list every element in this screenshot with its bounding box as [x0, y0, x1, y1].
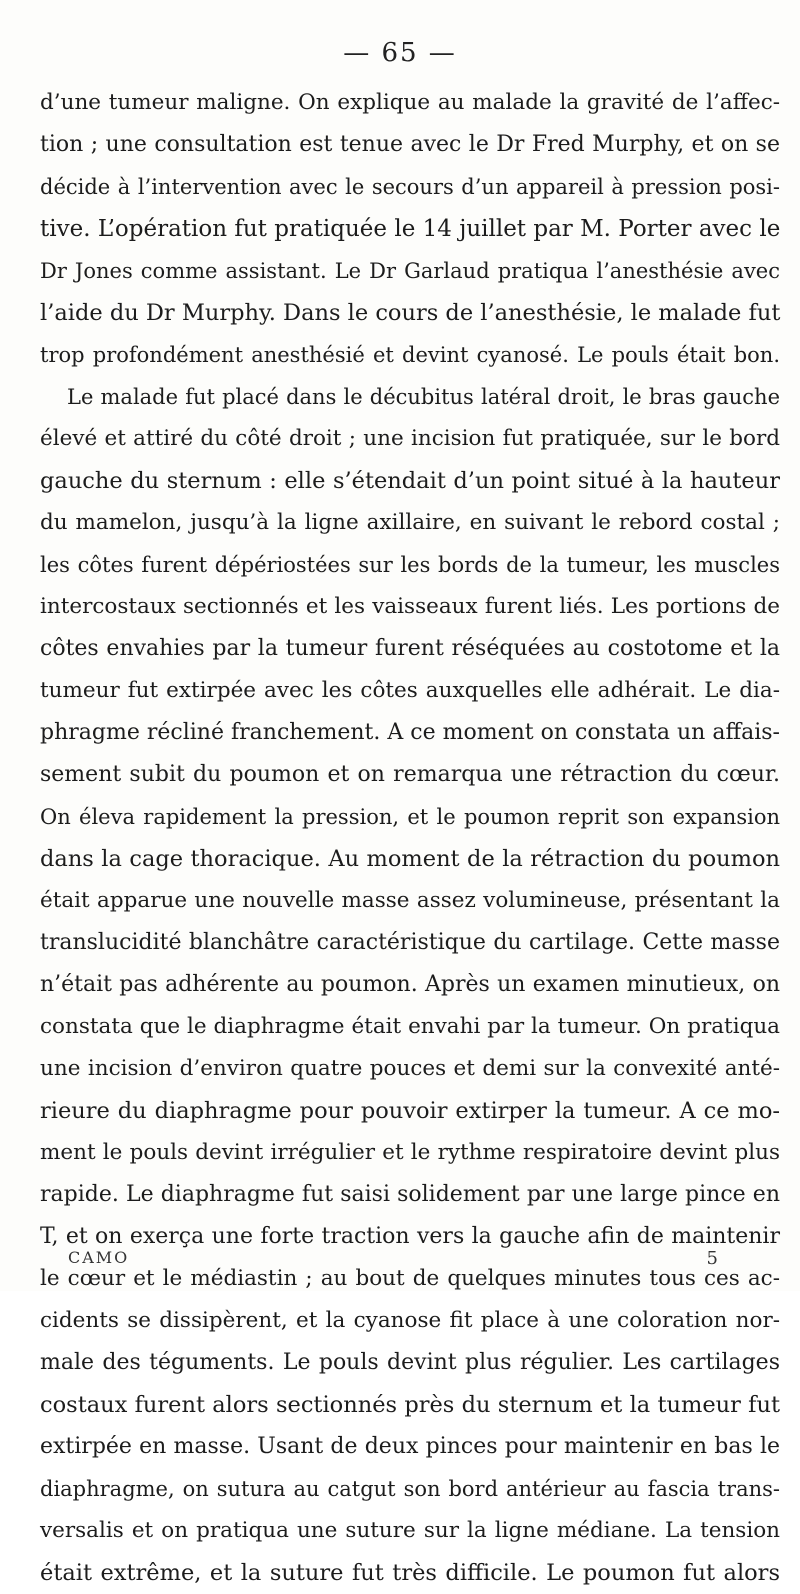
text-line: n’était pas adhérente au poumon. Après un examen minutieux, on: [40, 972, 780, 997]
text-line: décide à l’intervention avec le secours d’un appareil à pression posi-: [40, 175, 780, 199]
text-line: translucidité blanchâtre caractéristique du cartilage. Cette masse: [40, 930, 780, 955]
text-line: était extrême, et la suture fut très difficile. Le poumon fut alors: [40, 1560, 780, 1586]
text-line: côtes envahies par la tumeur furent réséquées au costotome et la: [40, 636, 780, 661]
text-line: costaux furent alors sectionnés près du sternum et la tumeur fut: [40, 1392, 780, 1418]
text-line: Dr Jones comme assistant. Le Dr Garlaud pratiqua l’anesthésie avec: [40, 259, 780, 283]
page-number: — 65 —: [343, 38, 457, 68]
text-line: Le malade fut placé dans le décubitus latéral droit, le bras gauche: [67, 385, 780, 409]
text-line: était apparue une nouvelle masse assez volumineuse, présentant la: [40, 888, 780, 913]
text-line: intercostaux sectionnés et les vaisseaux furent liés. Les portions de: [40, 594, 780, 619]
text-line: rieure du diaphragme pour pouvoir extirper la tumeur. A ce mo-: [40, 1098, 780, 1124]
text-line: une incision d’environ quatre pouces et demi sur la convexité anté-: [40, 1056, 780, 1081]
text-line: sement subit du poumon et on remarqua une rétraction du cœur.: [40, 762, 780, 787]
text-line: rapide. Le diaphragme fut saisi solidement par une large pince en: [40, 1182, 780, 1207]
text-line: versalis et on pratiqua une suture sur la ligne médiane. La tension: [40, 1518, 780, 1543]
text-line: T, et on exerça une forte traction vers la gauche afin de maintenir: [40, 1224, 780, 1249]
text-line: ment le pouls devint irrégulier et le rythme respiratoire devint plus: [40, 1140, 780, 1165]
text-line: cidents se dissipèrent, et la cyanose fit place à une coloration nor-: [40, 1308, 780, 1333]
text-line: diaphragme, on sutura au catgut son bord antérieur au fascia trans-: [40, 1477, 780, 1501]
text-line: élevé et attiré du côté droit ; une incision fut pratiquée, sur le bord: [40, 426, 780, 451]
text-line: d’une tumeur maligne. On explique au malade la gravité de l’affec-: [40, 90, 780, 115]
text-line: tumeur fut extirpée avec les côtes auxquelles elle adhérait. Le dia-: [40, 678, 780, 703]
text-line: les côtes furent dépériostées sur les bords de la tumeur, les muscles: [40, 553, 780, 577]
text-line: trop profondément anesthésié et devint cyanosé. Le pouls était bon.: [40, 343, 780, 367]
gathering-number: 5: [706, 1248, 720, 1269]
text-line: extirpée en masse. Usant de deux pinces pour maintenir en bas le: [40, 1434, 780, 1459]
text-line: constata que le diaphragme était envahi par la tumeur. On pratiqua: [40, 1014, 780, 1039]
text-line: tive. L’opération fut pratiquée le 14 juillet par M. Porter avec le: [40, 216, 781, 242]
text-line: On éleva rapidement la pression, et le poumon reprit son expansion: [40, 805, 780, 829]
text-line: le cœur et le médiastin ; au bout de quelques minutes tous ces ac-: [40, 1266, 780, 1291]
text-line: gauche du sternum : elle s’étendait d’un point situé à la hauteur: [40, 468, 780, 494]
text-line: male des téguments. Le pouls devint plus régulier. Les cartilages: [40, 1350, 780, 1375]
body-text: [40, 82, 780, 1594]
text-line: phragme récliné franchement. A ce moment on constata un affais-: [40, 720, 780, 745]
text-line: dans la cage thoracique. Au moment de la rétraction du poumon: [40, 846, 780, 872]
text-line: tion ; une consultation est tenue avec le Dr Fred Murphy, et on se: [40, 132, 780, 157]
text-line: l’aide du Dr Murphy. Dans le cours de l’anesthésie, le malade fut: [40, 300, 781, 326]
signature-mark: CAMO: [68, 1248, 130, 1267]
text-line: du mamelon, jusqu’à la ligne axillaire, en suivant le rebord costal ;: [40, 510, 780, 535]
